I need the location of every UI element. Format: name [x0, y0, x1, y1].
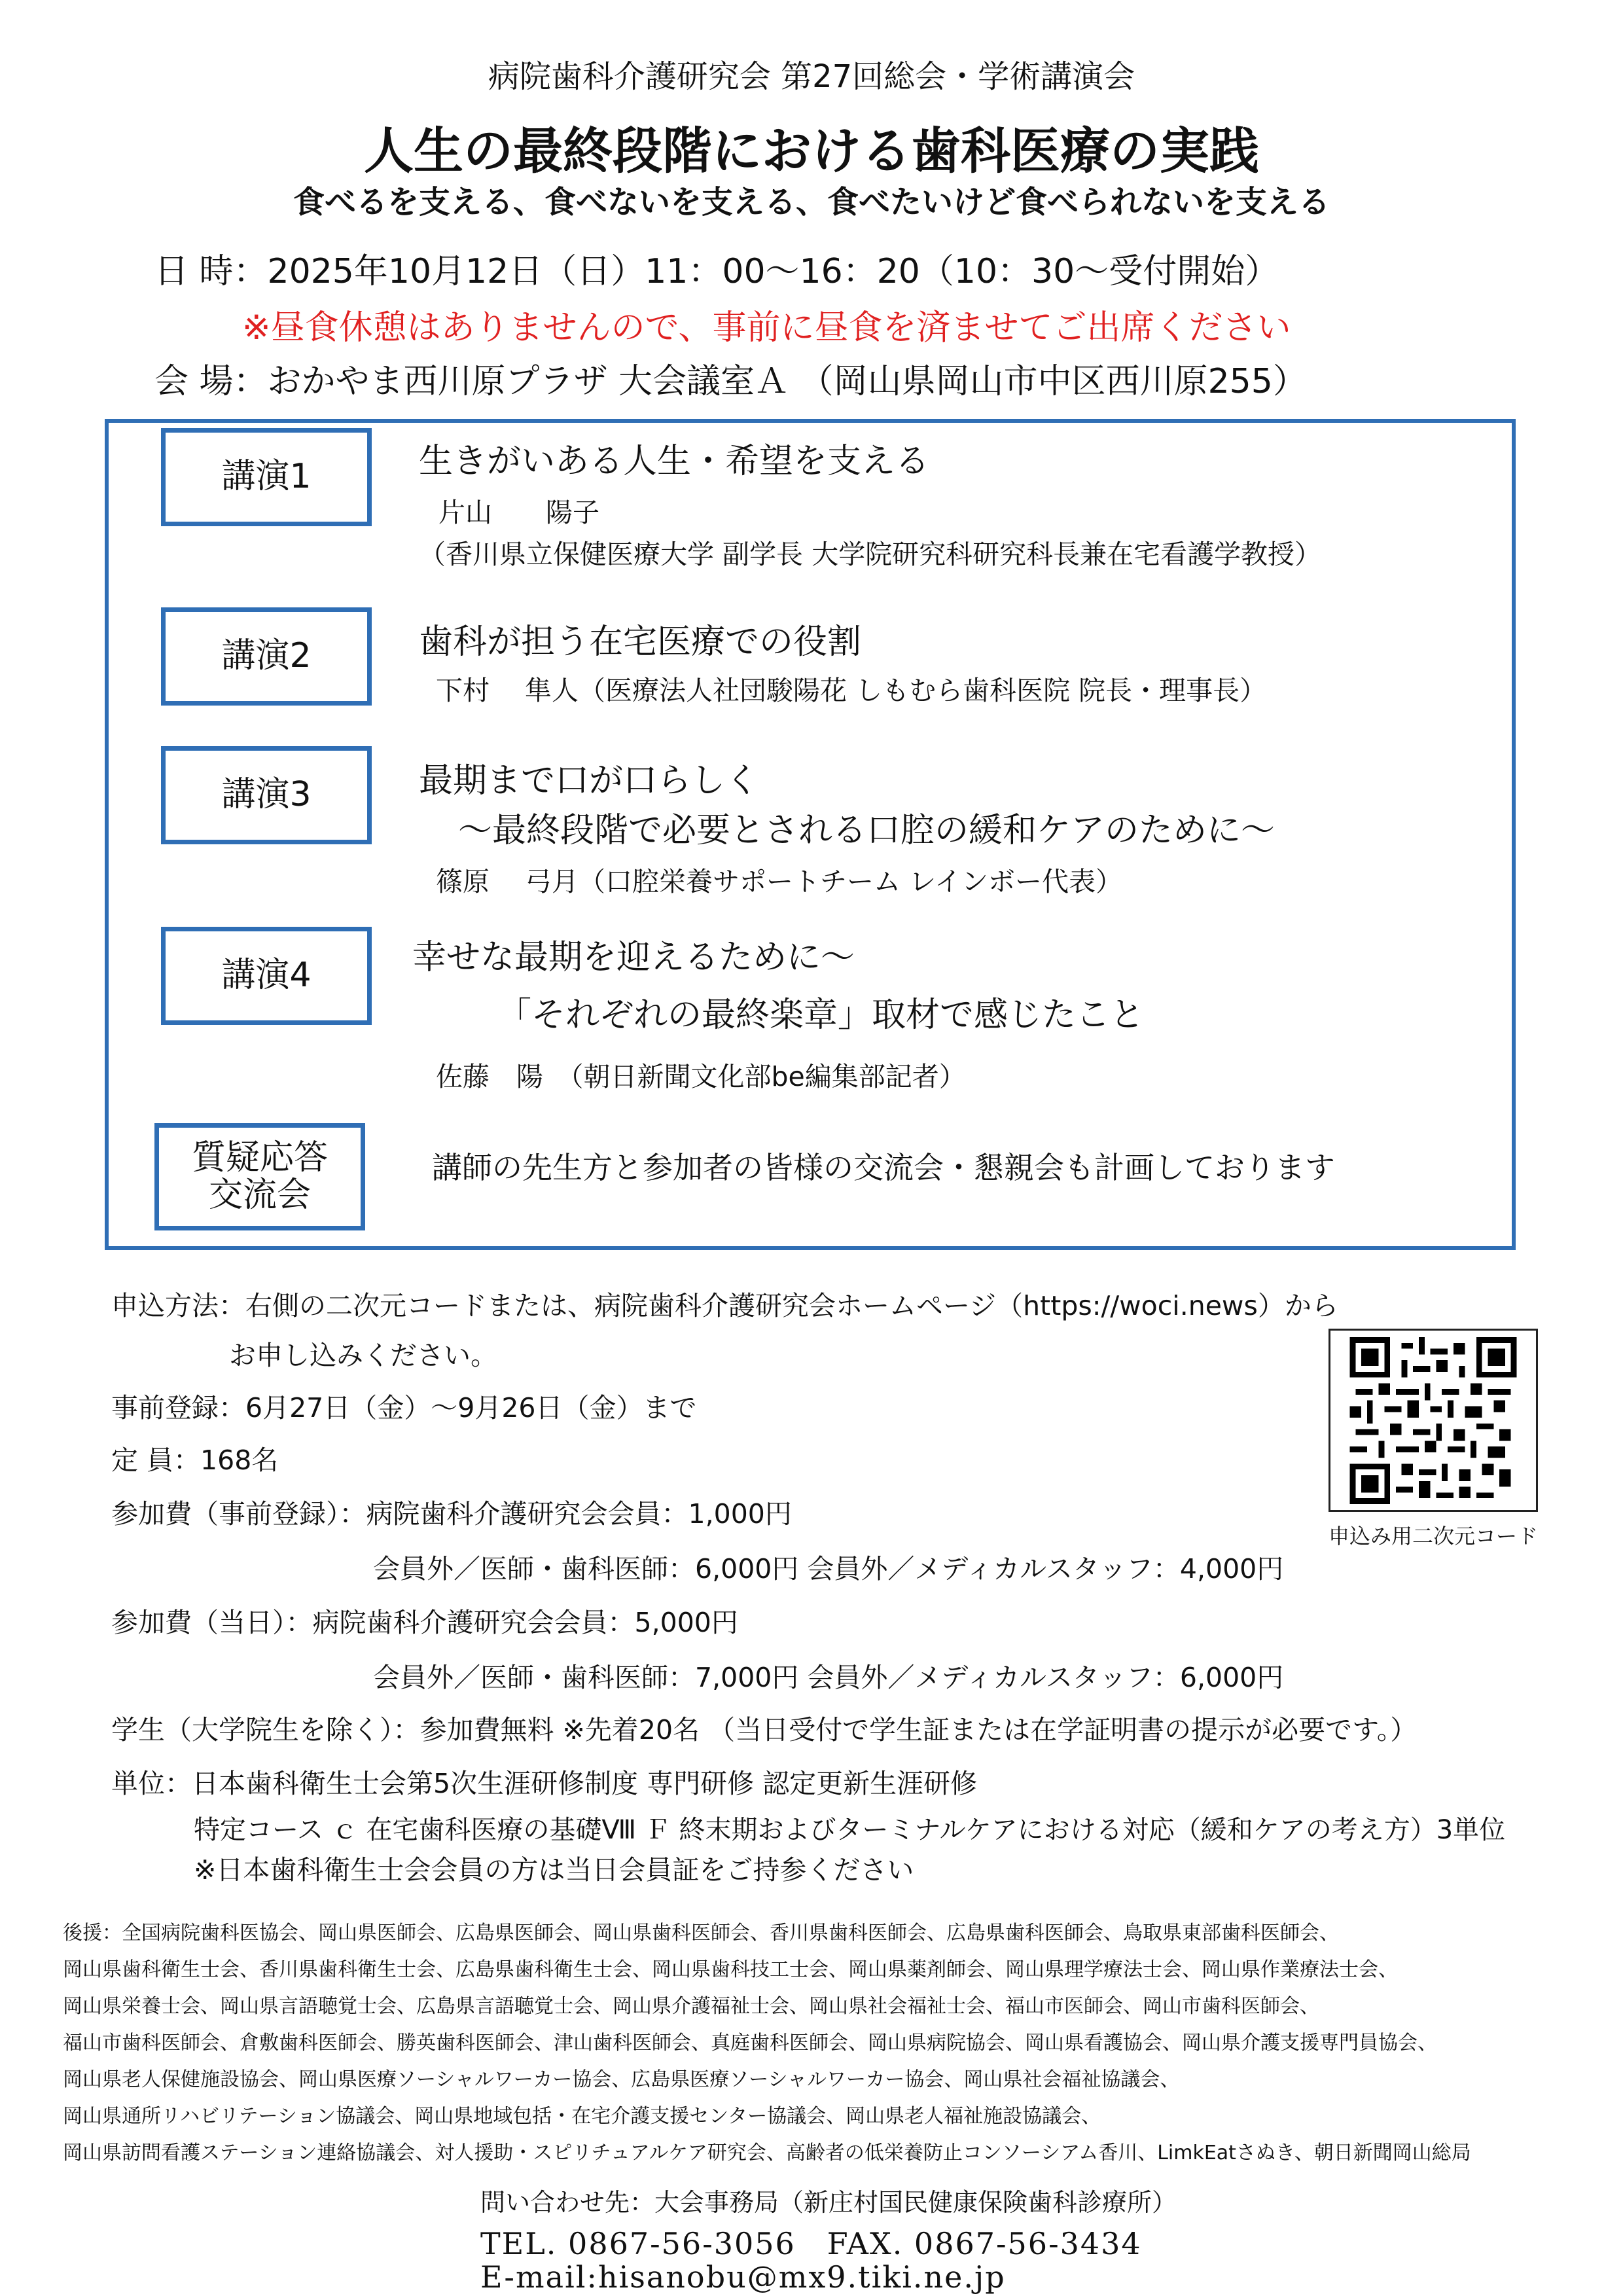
lecture-2-title: 歯科が担う在宅医療での役割: [419, 622, 862, 662]
main-title: 人生の最終段階における歯科医療の実践: [364, 122, 1259, 180]
sponsors-line: 福山市歯科医師会、倉敷歯科医師会、勝英歯科医師会、津山歯科医師会、真庭歯科医師会、岡山県病院協会、岡山県看護協会、岡山県介護支援専門員協会、: [63, 2032, 1437, 2054]
qr-code-label: 申込み用二次元コード: [1328, 1524, 1538, 1549]
contact-tel-fax: TEL. 0867-56-3056 FAX. 0867-56-3434: [480, 2226, 1142, 2261]
lecture-3-speaker: 篠原 弓月（口腔栄養サポートチーム レインボー代表）: [436, 866, 1123, 897]
lecture-2-label: 講演2: [161, 607, 372, 706]
fee-day-others: 会員外／医師・歯科医師：7,000円 会員外／メディカルスタッフ：6,000円: [373, 1662, 1284, 1693]
lecture-1-affiliation: （香川県立保健医療大学 副学長 大学院研究科研究科長兼在宅看護学教授）: [419, 539, 1322, 570]
sponsors-line: 岡山県通所リハビリテーション協議会、岡山県地域包括・在宅介護支援センター協議会、岡山県老人福祉施設協議会、: [63, 2105, 1101, 2128]
student-fee: 学生（大学院生を除く）：参加費無料 ※先着20名 （当日受付で学生証または在学証明書の提示が必要です。）: [111, 1714, 1418, 1746]
registration-method-2: お申し込みください。: [229, 1340, 497, 1371]
lecture-2-speaker: 下村 隼人（医療法人社団駿陽花 しもむら歯科医院 院長・理事長）: [436, 675, 1267, 706]
qa-description: 講師の先生方と参加者の皆様の交流会・懇親会も計画しております: [432, 1150, 1335, 1185]
subtitle: 食べるを支える、食べないを支える、食べたいけど食べられないを支える: [293, 184, 1330, 221]
contact-email[interactable]: E-mail:hisanobu@mx9.tiki.ne.jp: [480, 2259, 1006, 2295]
lunch-notice: ※昼食休憩はありませんので、事前に昼食を済ませてご出席ください: [242, 308, 1291, 348]
sponsors-line: 後援：全国病院歯科医協会、岡山県医師会、広島県医師会、岡山県歯科医師会、香川県歯科医師会、広島県歯科医師会、鳥取県東部歯科医師会、: [63, 1922, 1339, 1945]
event-datetime: 日 時：2025年10月12日（日）11：00～16：20（10：30～受付開始）: [154, 252, 1279, 291]
credits-line-1: 単位：日本歯科衛生士会第5次生涯研修制度 専門研修 認定更新生涯研修: [111, 1768, 978, 1799]
lecture-1-label: 講演1: [161, 428, 372, 526]
qa-label-line2: 交流会: [208, 1175, 311, 1215]
qr-code-graphic: [1345, 1337, 1522, 1504]
sponsors-line: 岡山県訪問看護ステーション連絡協議会、対人援助・スピリチュアルケア研究会、高齢者の低栄養防止コンソーシアム香川、LimkEatさぬき、朝日新聞岡山総局: [63, 2142, 1471, 2164]
lecture-1-speaker: 片山 陽子: [438, 497, 599, 528]
qa-label-line1: 質疑応答: [191, 1138, 328, 1177]
lecture-1-title: 生きがいある人生・希望を支える: [419, 442, 930, 481]
credits-line-2: 特定コース ｃ 在宅歯科医療の基礎Ⅷ Ｆ 終末期およびターミナルケアにおける対応（緩和ケアの考え方）3単位: [194, 1815, 1506, 1845]
sponsors-line: 岡山県栄養士会、岡山県言語聴覚士会、広島県言語聴覚士会、岡山県介護福祉士会、岡山県社会福祉士会、福山市医師会、岡山市歯科医師会、: [63, 1995, 1319, 2018]
contact-office: 問い合わせ先：大会事務局（新庄村国民健康保険歯科診療所）: [480, 2188, 1177, 2217]
lecture-4-title-2: 「それぞれの最終楽章」取材で感じたこと: [497, 996, 1145, 1035]
qa-label: [154, 1123, 365, 1230]
organizer-line: 病院歯科介護研究会 第27回総会・学術講演会: [488, 58, 1135, 95]
fee-day: 参加費（当日）：病院歯科介護研究会会員：5,000円: [111, 1607, 738, 1638]
lecture-4-label: 講演4: [161, 927, 372, 1025]
pre-registration-period: 事前登録：6月27日（金）～9月26日（金）まで: [111, 1392, 697, 1424]
qr-code-icon[interactable]: [1329, 1329, 1538, 1512]
fee-advance: 参加費（事前登録）：病院歯科介護研究会会員：1,000円: [111, 1498, 792, 1530]
credits-line-3: ※日本歯科衛生士会会員の方は当日会員証をご持参ください: [194, 1854, 914, 1886]
fee-advance-others: 会員外／医師・歯科医師：6,000円 会員外／メディカルスタッフ：4,000円: [373, 1553, 1284, 1585]
capacity: 定 員：168名: [111, 1444, 279, 1476]
registration-method: 申込方法：右側の二次元コードまたは、病院歯科介護研究会ホームページ（https://woci.news）から: [111, 1290, 1338, 1321]
event-venue: 会 場：おかやま西川原プラザ 大会議室Ａ （岡山県岡山市中区西川原255）: [154, 362, 1307, 401]
sponsors-line: 岡山県老人保健施設協会、岡山県医療ソーシャルワーカー協会、広島県医療ソーシャルワーカー協会、岡山県社会福祉協議会、: [63, 2068, 1180, 2091]
lecture-4-title: 幸せな最期を迎えるために～: [412, 938, 855, 977]
lecture-3-title: 最期まで口が口らしく: [419, 761, 760, 800]
lecture-3-label: 講演3: [161, 746, 372, 844]
lecture-4-speaker: 佐藤 陽 （朝日新聞文化部be編集部記者）: [436, 1061, 966, 1092]
lecture-3-title-2: ～最終段階で必要とされる口腔の緩和ケアのために～: [458, 811, 1275, 850]
sponsors-line: 岡山県歯科衛生士会、香川県歯科衛生士会、広島県歯科衛生士会、岡山県歯科技工士会、岡山県薬剤師会、岡山県理学療法士会、岡山県作業療法士会、: [63, 1958, 1398, 1981]
